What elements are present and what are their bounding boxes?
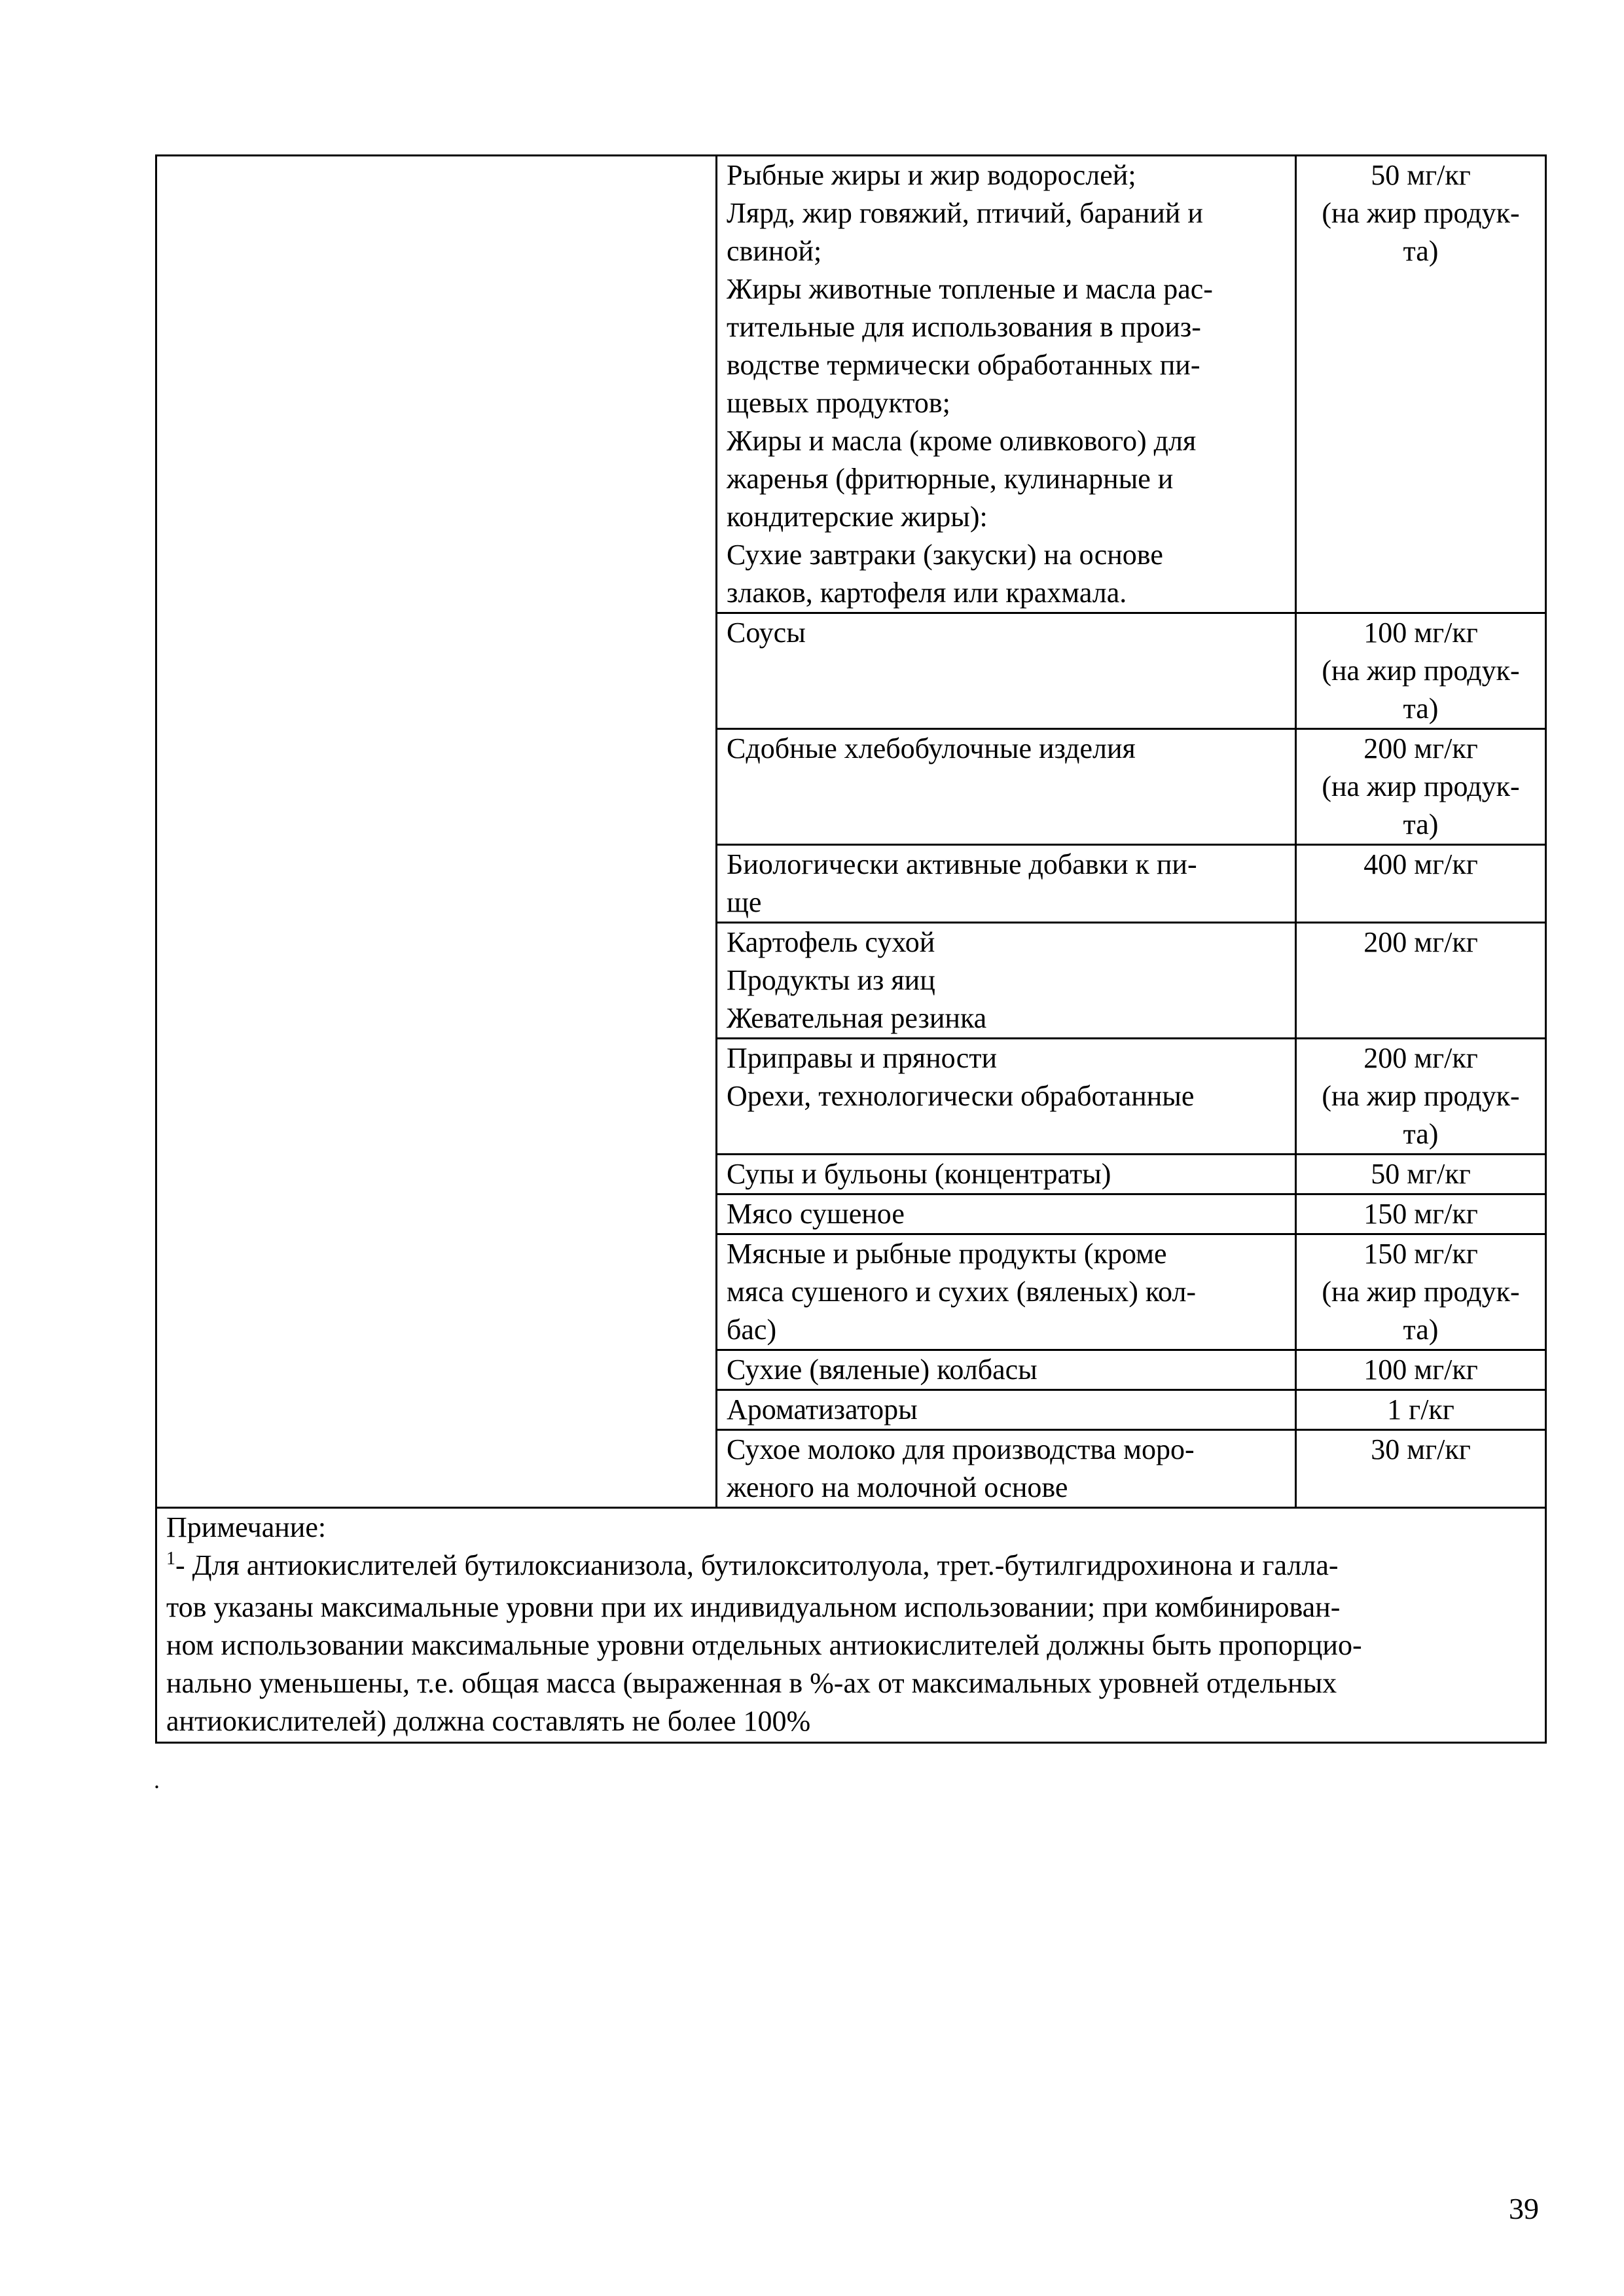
limit-line: 50 мг/кг	[1371, 1158, 1471, 1190]
note-cell	[156, 1508, 1546, 1743]
product-line: Рыбные жиры и жир водорослей;	[727, 159, 1136, 191]
limit-cell	[1296, 1430, 1546, 1508]
product-cell	[717, 729, 1296, 845]
product-line: щевых продуктов;	[727, 387, 950, 419]
limit-cell	[1296, 1234, 1546, 1350]
product-line: Сухие завтраки (закуски) на основе	[727, 539, 1163, 571]
product-line: тительные для использования в произ-	[727, 311, 1201, 343]
product-line: свиной;	[727, 235, 822, 267]
limit-cell	[1296, 1039, 1546, 1155]
product-line: Продукты из яиц	[727, 964, 935, 996]
note-text: ном использовании максимальные уровни отдельных антиокислителей должны быть пропорцио-	[166, 1629, 1362, 1661]
stray-dot: .	[154, 1767, 160, 1793]
note-line	[166, 1588, 1538, 1626]
product-cell	[717, 1155, 1296, 1194]
limit-line: 200 мг/кг	[1363, 1042, 1478, 1074]
limit-line: (на жир продук-	[1322, 655, 1520, 687]
note-line	[166, 1664, 1538, 1702]
product-line: злаков, картофеля или крахмала.	[727, 577, 1127, 609]
product-cell	[717, 1390, 1296, 1430]
limit-line: та)	[1403, 1314, 1439, 1346]
regulation-table-body	[156, 156, 1546, 1743]
limit-cell	[1296, 923, 1546, 1039]
limit-line: 200 мг/кг	[1363, 926, 1478, 958]
limit-line: та)	[1403, 235, 1439, 267]
product-line: мяса сушеного и сухих (вяленых) кол-	[727, 1276, 1197, 1308]
limit-line: 100 мг/кг	[1363, 1354, 1478, 1386]
page-number: 39	[1509, 2192, 1539, 2225]
product-line: Лярд, жир говяжий, птичий, бараний и	[727, 197, 1203, 229]
note-title: Примечание:	[166, 1511, 327, 1543]
product-line: бас)	[727, 1314, 777, 1346]
product-line: Жевательная резинка	[727, 1002, 987, 1034]
limit-line: (на жир продук-	[1322, 1276, 1520, 1308]
limit-line: та)	[1403, 692, 1439, 725]
product-line: ще	[727, 886, 762, 918]
note-text: - Для антиокислителей бутилоксианизола, бутилокситолуола, трет.-бутилгидрохинона и галла-	[175, 1549, 1339, 1581]
product-line: Сухое молоко для производства моро-	[727, 1433, 1195, 1465]
product-cell	[717, 156, 1296, 613]
product-cell	[717, 1194, 1296, 1234]
limit-line: (на жир продук-	[1322, 770, 1520, 802]
limit-line: 50 мг/кг	[1371, 159, 1471, 191]
note-row	[156, 1508, 1546, 1743]
limit-line: 100 мг/кг	[1363, 617, 1478, 649]
product-line: жаренья (фритюрные, кулинарные и	[727, 463, 1174, 495]
product-line: Орехи, технологически обработанные	[727, 1080, 1195, 1112]
product-line: Сухие (вяленые) колбасы	[727, 1354, 1038, 1386]
product-cell	[717, 613, 1296, 729]
limit-cell	[1296, 729, 1546, 845]
product-line: Жиры и масла (кроме оливкового) для	[727, 425, 1197, 457]
limit-line: 200 мг/кг	[1363, 732, 1478, 764]
limit-line: та)	[1403, 808, 1439, 840]
product-cell	[717, 845, 1296, 923]
limit-line: та)	[1403, 1118, 1439, 1150]
limit-line: 150 мг/кг	[1363, 1238, 1478, 1270]
product-cell	[717, 1430, 1296, 1508]
footnote-mark: 1	[166, 1549, 175, 1569]
product-line: Мясо сушеное	[727, 1198, 905, 1230]
product-line: Ароматизаторы	[727, 1393, 918, 1426]
limit-cell	[1296, 156, 1546, 613]
product-line: Сдобные хлебобулочные изделия	[727, 732, 1136, 764]
limit-cell	[1296, 1390, 1546, 1430]
note-text: нально уменьшены, т.е. общая масса (выраженная в %-ах от максимальных уровней отдельных	[166, 1667, 1337, 1699]
product-line: Биологически активные добавки к пи-	[727, 848, 1197, 880]
product-line: Картофель сухой	[727, 926, 935, 958]
product-line: кондитерские жиры):	[727, 501, 988, 533]
limit-line: 1 г/кг	[1387, 1393, 1454, 1426]
limit-cell	[1296, 1350, 1546, 1390]
note-text: тов указаны максимальные уровни при их индивидуальном использовании; при комбинирован-	[166, 1591, 1341, 1623]
product-cell	[717, 923, 1296, 1039]
product-cell	[717, 1350, 1296, 1390]
product-line: Жиры животные топленые и масла рас-	[727, 273, 1213, 305]
limit-line: 30 мг/кг	[1371, 1433, 1471, 1465]
product-line: водстве термически обработанных пи-	[727, 349, 1200, 381]
blank-column-cell	[156, 156, 717, 1508]
limit-cell	[1296, 1194, 1546, 1234]
note-text: антиокислителей) должна составлять не более 100%	[166, 1705, 811, 1737]
limit-cell	[1296, 845, 1546, 923]
limit-cell	[1296, 613, 1546, 729]
product-line: Мясные и рыбные продукты (кроме	[727, 1238, 1167, 1270]
limit-line: 150 мг/кг	[1363, 1198, 1478, 1230]
limit-line: 400 мг/кг	[1363, 848, 1478, 880]
product-line: Супы и бульоны (концентраты)	[727, 1158, 1111, 1190]
limit-cell	[1296, 1155, 1546, 1194]
note-line	[166, 1626, 1538, 1664]
regulation-table	[155, 154, 1547, 1744]
note-line	[166, 1547, 1538, 1588]
product-line: женого на молочной основе	[727, 1471, 1068, 1503]
note-line	[166, 1702, 1538, 1740]
product-line: Соусы	[727, 617, 806, 649]
limit-line: (на жир продук-	[1322, 197, 1520, 229]
product-cell	[717, 1234, 1296, 1350]
limit-line: (на жир продук-	[1322, 1080, 1520, 1112]
table-row	[156, 156, 1546, 613]
product-cell	[717, 1039, 1296, 1155]
product-line: Приправы и пряности	[727, 1042, 998, 1074]
